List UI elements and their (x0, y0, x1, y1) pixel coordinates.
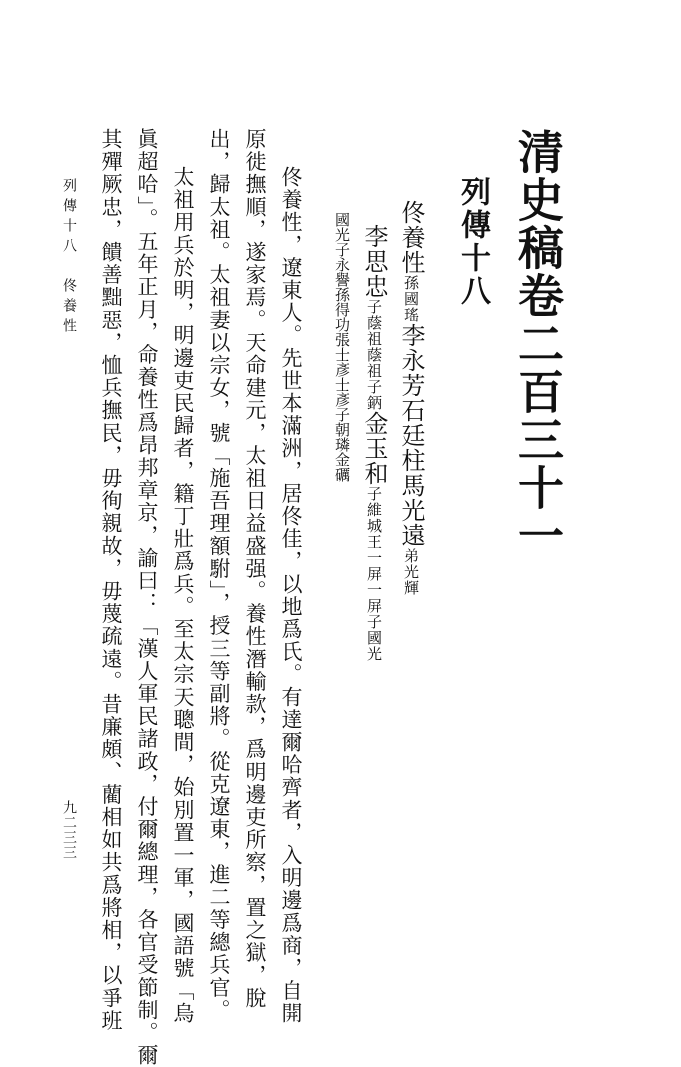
name-ma-guanghui: 弟光輝 (402, 548, 420, 596)
name-ma-guangyuan: 馬光遠 (397, 473, 425, 548)
name-li-yinzu: 子蔭祖 (365, 299, 383, 347)
name-wang-guoguang: 一屏子國光 (365, 582, 383, 662)
body-column-3: 出，歸太祖。太祖妻以宗女，號「施吾理額駙」，授三等副將。從克遼東，進二等總兵官。 (207, 128, 231, 1022)
body-column-4: 太祖用兵於明，明邊吏民歸者，籍丁壯爲兵。至太宗天聰間，始別置一軍，國語號「烏 (171, 166, 195, 1025)
name-li-yongfang: 李永芳 (397, 323, 425, 398)
body-column-2: 原徙撫順，遂家焉。天命建元，太祖日益盛强。養性潛輸款，爲明邊吏所察，置之獄，脫 (243, 128, 267, 1010)
name-sun-guoyao: 孫國瑤 (402, 275, 420, 323)
names-column-3 (334, 212, 349, 482)
name-li-sizhong: 李思忠 (360, 224, 388, 299)
body-column-6: 其殫厥忠，饋善黜惡，恤兵撫民，毋徇親故，毋蔑疏遠。昔廉頗、藺相如共爲將相，以爭班 (99, 128, 123, 1032)
name-wang-yiping: 王一屏 (365, 534, 383, 582)
page-number: 九二三三 (61, 800, 77, 860)
name-zhang-chaolin: 士彥子朝璘 (333, 377, 351, 452)
body-column-1: 佟養性，遼東人。先世本滿洲，居佟佳，以地爲氏。有達爾哈齊者，入明邊爲商，自開 (279, 166, 303, 1025)
name-sun-degong: 孫得功 (333, 287, 351, 332)
section-title: 列傳十八 (455, 176, 490, 308)
name-jin-li: 金礪 (333, 452, 351, 482)
name-tong-yangxing: 佟養性 (397, 200, 425, 275)
volume-title: 清史稿卷二百三十一 (511, 128, 565, 560)
name-li-bing: 蔭祖子鈵 (365, 347, 383, 411)
name-shi-tingzhu: 石廷柱 (397, 398, 425, 473)
name-jin-yuhe: 金玉和 (360, 411, 388, 486)
body-column-5: 眞超哈」。五年正月，命養性爲昂邦章京，諭曰：「漢人軍民諸政，付爾總理，各官受節制。爾 (135, 128, 159, 1067)
margin-label: 列傳十八 佟養性 (61, 178, 77, 338)
names-column-2 (362, 224, 386, 662)
names-column-1 (398, 200, 424, 596)
name-wang-yongyu: 國光子永譽 (333, 212, 351, 287)
name-zhang-shiyan: 張士彥 (333, 332, 351, 377)
name-jin-weicheng: 子維城 (365, 486, 383, 534)
